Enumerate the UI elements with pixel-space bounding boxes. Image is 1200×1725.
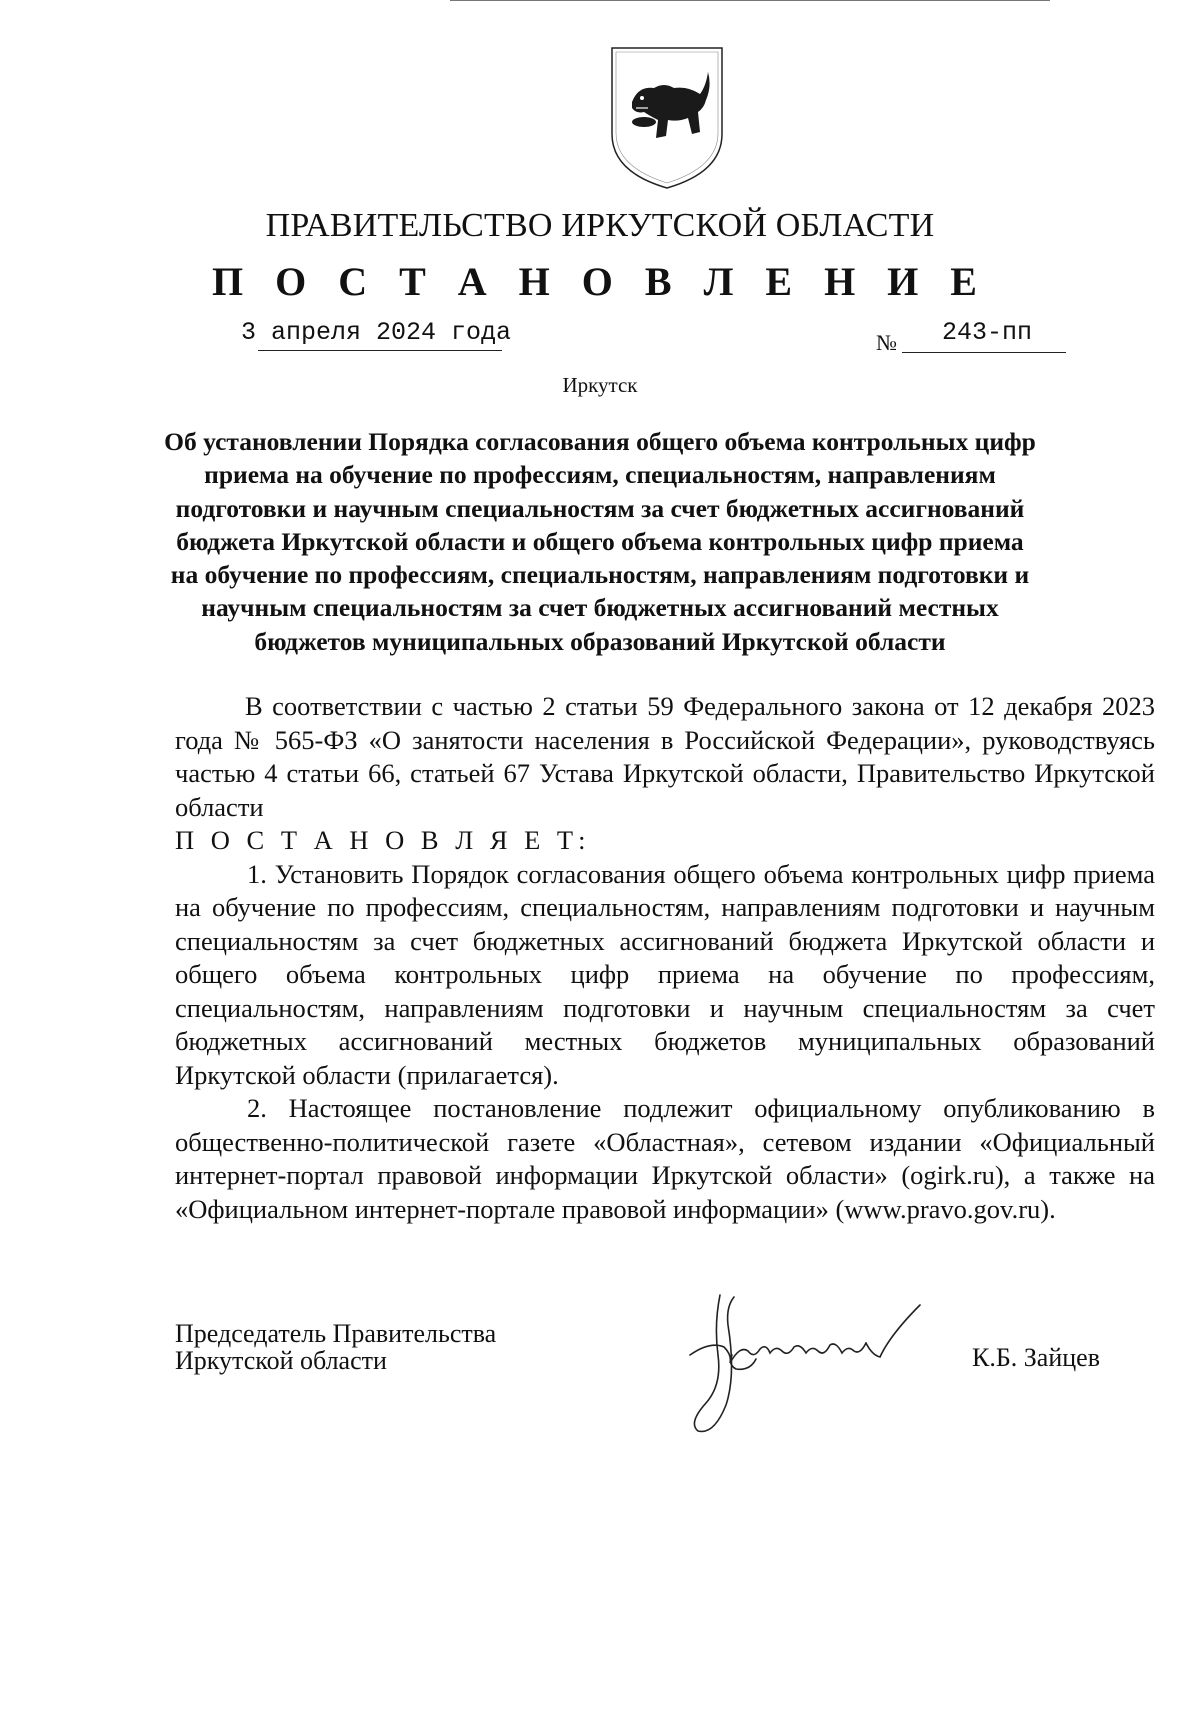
- handwritten-signature-icon: [670, 1285, 960, 1435]
- number-sign: №: [876, 330, 897, 355]
- city-name: Иркутск: [562, 373, 638, 397]
- document-type-heading: П О С Т А Н О В Л Е Н И Е: [212, 259, 988, 304]
- document-subject: [160, 425, 1040, 658]
- signer-name: К.Б. Зайцев: [972, 1343, 1100, 1372]
- subject-line: на обучение по профессиям, специальностям, направлениям подготовки и: [170, 560, 1030, 590]
- number-underline: [902, 352, 1066, 353]
- subject-line: бюджета Иркутской области и общего объема контрольных цифр приема: [176, 526, 1024, 556]
- resolves-verb: П О С Т А Н О В Л Я Е Т:: [175, 825, 591, 855]
- top-scan-rule: [450, 0, 1050, 1]
- subject-line: Об установлении Порядка согласования общего объема контрольных цифр: [164, 427, 1036, 456]
- resolution-item-2: 2. Настоящее постановление подлежит официальному опубликованию в общественно-политической газете «Областная», сетевом издании «Официальный интернет-портал правовой информации Иркутской области» (ogirk.ru), а также на «Официальном интернет-портале правовой информации» (www.pravo.gov.ru).: [175, 1093, 1155, 1224]
- subject-line: научным специальностям за счет бюджетных ассигнований местных: [201, 593, 999, 623]
- subject-line: бюджетов муниципальных образований Иркутской области: [254, 626, 946, 656]
- preamble-paragraph: В соответствии с частью 2 статьи 59 Федерального закона от 12 декабря 2023 года № 565-ФЗ «О занятости населения в Российской Федерации», руководствуясь частью 4 статьи 66, статьей 67 Устава Иркутской области, Правительство Иркутской области: [175, 691, 1155, 822]
- subject-line: приема на обучение по профессиям, специальностям, направлениям: [204, 460, 996, 490]
- irkutsk-coat-of-arms-icon: [608, 42, 726, 192]
- document-date: 3 апреля 2024 года: [241, 318, 512, 347]
- position-line: Председатель Правительства: [175, 1319, 497, 1348]
- position-line: Иркутской области: [175, 1346, 387, 1375]
- date-underline: [258, 350, 502, 351]
- signatory-position: [175, 1320, 496, 1374]
- document-number: 243-пп: [942, 318, 1033, 347]
- subject-line: подготовки и научным специальностям за счет бюджетных ассигнований: [175, 493, 1025, 523]
- government-title: ПРАВИТЕЛЬСТВО ИРКУТСКОЙ ОБЛАСТИ: [265, 207, 935, 244]
- resolution-item-1: 1. Установить Порядок согласования общего объема контрольных цифр приема на обучение по профессиям, специальностям, направлениям подготовки и научным специальностям за счет бюджетных ассигнований бюджета Иркутской области и общего объема контрольных цифр приема на обучение по профессиям, специальностям, направлениям подготовки и научным специальностям за счет бюджетных ассигнований местных бюджетов муниципальных образований Иркутской области (прилагается).: [175, 858, 1155, 1090]
- document-body: [175, 690, 1155, 1226]
